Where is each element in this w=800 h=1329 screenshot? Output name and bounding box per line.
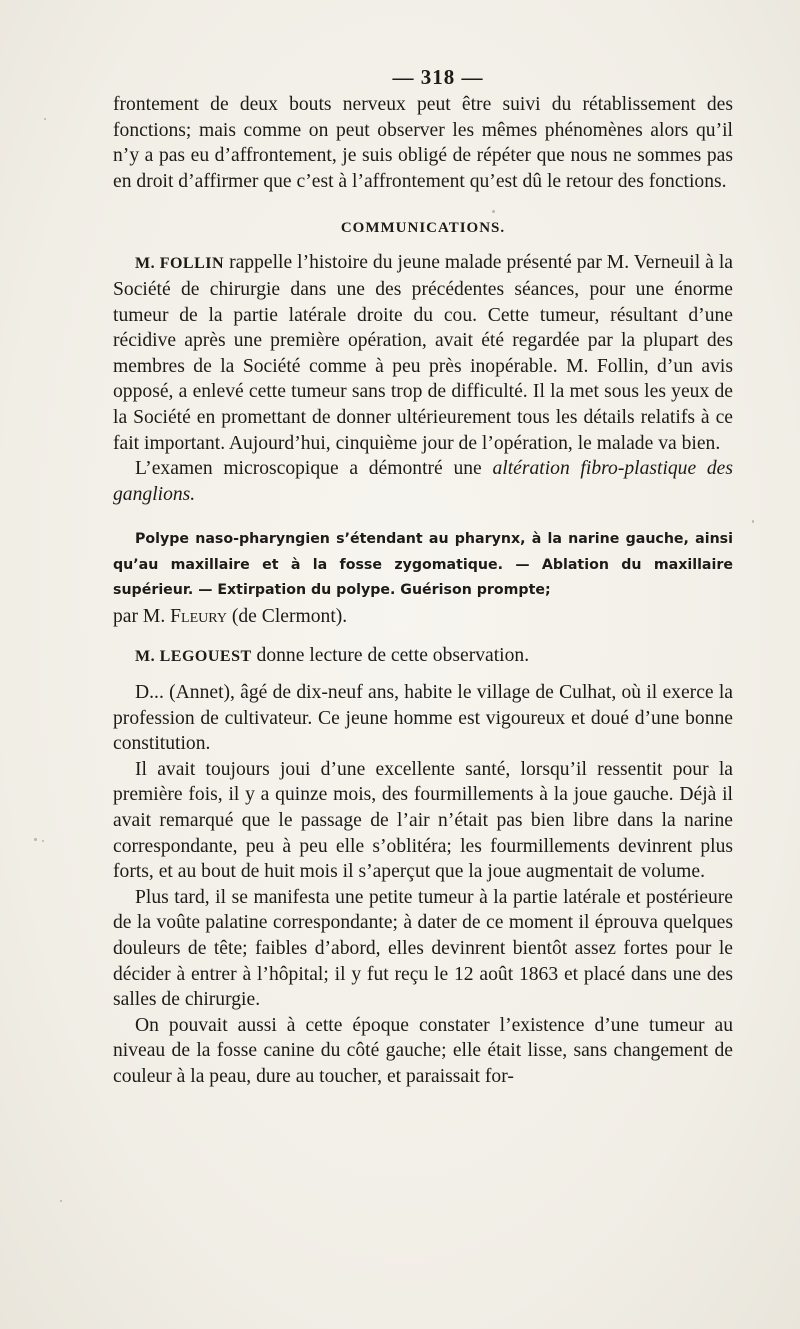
exam-paragraph	[113, 456, 733, 507]
exam-italic: altération fibro-plastique des ganglions.	[113, 458, 733, 505]
paper-speck	[44, 118, 46, 120]
exam-text: L’examen microscopique a démontré une	[135, 458, 493, 480]
byline-suffix: (de Clermont).	[226, 605, 348, 627]
paper-speck	[42, 840, 44, 842]
body-paragraph: Plus tard, il se manifesta une petite tumeur à la partie latérale et postérieure de la voûte palatine correspondante; à dater de ce moment il éprouva quelques douleurs de tête; faibles d’abord, elles devinrent bientôt assez fortes pour le décider à entrer à l’hôpital; il y fut reçu le 12 août 1863 et placé dans une des salles de chirurgie.	[113, 886, 733, 1011]
legouest-paragraph	[113, 643, 733, 670]
case-title: Polype naso-pharyngien s’étendant au pharynx, à la narine gauche, ainsi qu’au maxillaire et à la fosse zygomatique. — Ablation du maxillaire supérieur. — Extirpation du polype. Guérison prompte;	[113, 531, 733, 599]
follin-paragraph	[113, 250, 733, 456]
legouest-text: donne lecture de cette observation.	[251, 645, 530, 667]
case-byline	[113, 604, 733, 630]
byline-author: Fleury	[170, 605, 227, 627]
follin-text: rappelle l’histoire du jeune malade présenté par M. Verneuil à la Société de chirurgie dans une des précédentes séances, pour une énorme tumeur de la partie latérale droite du cou. Cette tumeur, résultant d’une récidive après une première opération, avait été regardée par la plupart des membres de la Société comme à peu près inopérable. M. Follin, d’un avis opposé, a enlevé cette tumeur sans trop de difficulté. Il la met sous les yeux de la Société en promettant de donner ultérieurement tous les détails relatifs à ce fait important. Aujourd’hui, cinquième jour de l’opération, le malade va bien.	[113, 252, 733, 454]
speaker-name: M. LEGOUEST	[135, 648, 252, 666]
speaker-name: M. FOLLIN	[135, 255, 225, 273]
page-number: — 318 —	[392, 65, 484, 89]
body-paragraph: On pouvait aussi à cette époque constater l’existence d’une tumeur au niveau de la fosse canine du côté gauche; elle était lisse, sans changement de couleur à la peau, dure au toucher, et paraissait for-	[113, 1014, 733, 1087]
paper-speck	[60, 1200, 62, 1202]
byline-prefix: par M.	[113, 605, 171, 627]
body-paragraph: Il avait toujours joui d’une excellente santé, lorsqu’il ressentit pour la première fois, il y a quinze mois, des fourmillements à la joue gauche. Déjà il avait remarqué que le passage de l’air n’était pas bien libre dans la narine correspondante, peu à peu elle s’oblitéra; les fourmillements devinrent plus forts, et au bout de huit mois il s’aperçut que la joue augmentait de volume.	[113, 758, 733, 883]
paper-speck	[34, 838, 37, 841]
paper-speck	[752, 520, 754, 523]
intro-paragraph: frontement de deux bouts nerveux peut être suivi du rétablissement des fonctions; mais comme on peut observer les mêmes phénomènes alors qu’il n’y a pas eu d’affrontement, je suis obligé de répéter que nous ne sommes pas en droit d’affirmer que c’est à l’affrontement qu’est dû le retour des fonctions.	[113, 94, 733, 192]
body-paragraph: D... (Annet), âgé de dix-neuf ans, habite le village de Culhat, où il exerce la profession de cultivateur. Ce jeune homme est vigoureux et doué d’une bonne constitution.	[113, 682, 733, 755]
text-column	[113, 62, 733, 1090]
section-heading: COMMUNICATIONS.	[340, 220, 506, 237]
